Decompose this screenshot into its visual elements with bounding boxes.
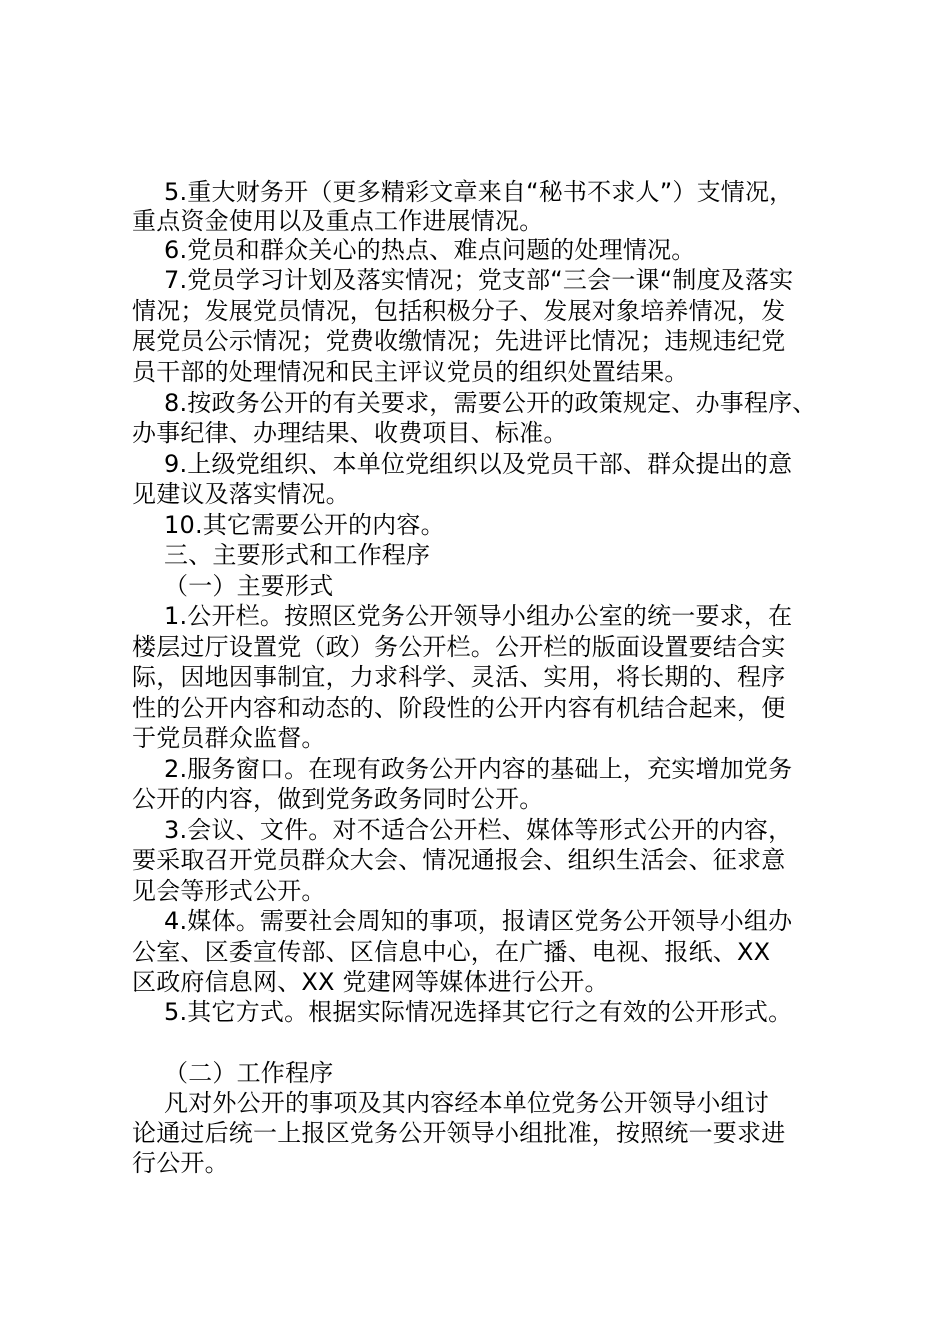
text-line: 展党员公示情况；党费收缴情况；先进评比情况；违规违纪党 [132, 327, 786, 355]
text-line: 2.服务窗口。在现有政务公开内容的基础上，充实增加党务 [164, 755, 793, 783]
text-line: 区政府信息网、XX 党建网等媒体进行公开。 [132, 968, 609, 996]
text-line: 重点资金使用以及重点工作进展情况。 [132, 207, 544, 235]
text-line: 公开的内容，做到党务政务同时公开。 [132, 785, 544, 813]
text-line: 10.其它需要公开的内容。 [164, 511, 445, 539]
text-line: 要采取召开党员群众大会、情况通报会、组织生活会、征求意 [132, 846, 786, 874]
text-line: 7.党员学习计划及落实情况；党支部“三会一课“制度及落实 [164, 266, 794, 294]
text-line: 际，因地因事制宜，力求科学、灵活、实用，将长期的、程序 [132, 663, 786, 691]
text-line: 员干部的处理情况和民主评议党员的组织处置结果。 [132, 358, 689, 386]
subsection-heading: （二）工作程序 [164, 1059, 334, 1087]
text-line: 公室、区委宣传部、区信息中心，在广播、电视、报纸、XX [132, 938, 771, 966]
text-line: 于党员群众监督。 [132, 724, 326, 752]
text-line: 行公开。 [132, 1149, 229, 1177]
text-line: 3.会议、文件。对不适合公开栏、媒体等形式公开的内容， [164, 816, 793, 844]
text-line: 凡对外公开的事项及其内容经本单位党务公开领导小组讨 [164, 1089, 769, 1117]
text-line: 1.公开栏。按照区党务公开领导小组办公室的统一要求，在 [164, 602, 793, 630]
subsection-heading: （一）主要形式 [164, 572, 334, 600]
text-line: 楼层过厅设置党（政）务公开栏。公开栏的版面设置要结合实 [132, 633, 786, 661]
text-line: 见建议及落实情况。 [132, 480, 350, 508]
text-line: 6.党员和群众关心的热点、难点问题的处理情况。 [164, 236, 696, 264]
text-line: 8.按政务公开的有关要求，需要公开的政策规定、办事程序、 [164, 389, 817, 417]
text-line: 5.其它方式。根据实际情况选择其它行之有效的公开形式。 [164, 998, 793, 1026]
text-line: 见会等形式公开。 [132, 877, 326, 905]
section-heading: 三、主要形式和工作程序 [164, 541, 431, 569]
text-line: 4.媒体。需要社会周知的事项，报请区党务公开领导小组办 [164, 907, 793, 935]
text-line: 性的公开内容和动态的、阶段性的公开内容有机结合起来，便 [132, 694, 786, 722]
text-line: 9.上级党组织、本单位党组织以及党员干部、群众提出的意 [164, 450, 793, 478]
text-line: 办事纪律、办理结果、收费项目、标准。 [132, 419, 568, 447]
text-line: 论通过后统一上报区党务公开领导小组批准，按照统一要求进 [132, 1119, 786, 1147]
text-line: 5.重大财务开（更多精彩文章来自“秘书不求人”）支情况， [164, 178, 794, 206]
text-line: 情况；发展党员情况，包括积极分子、发展对象培养情况，发 [132, 297, 786, 325]
